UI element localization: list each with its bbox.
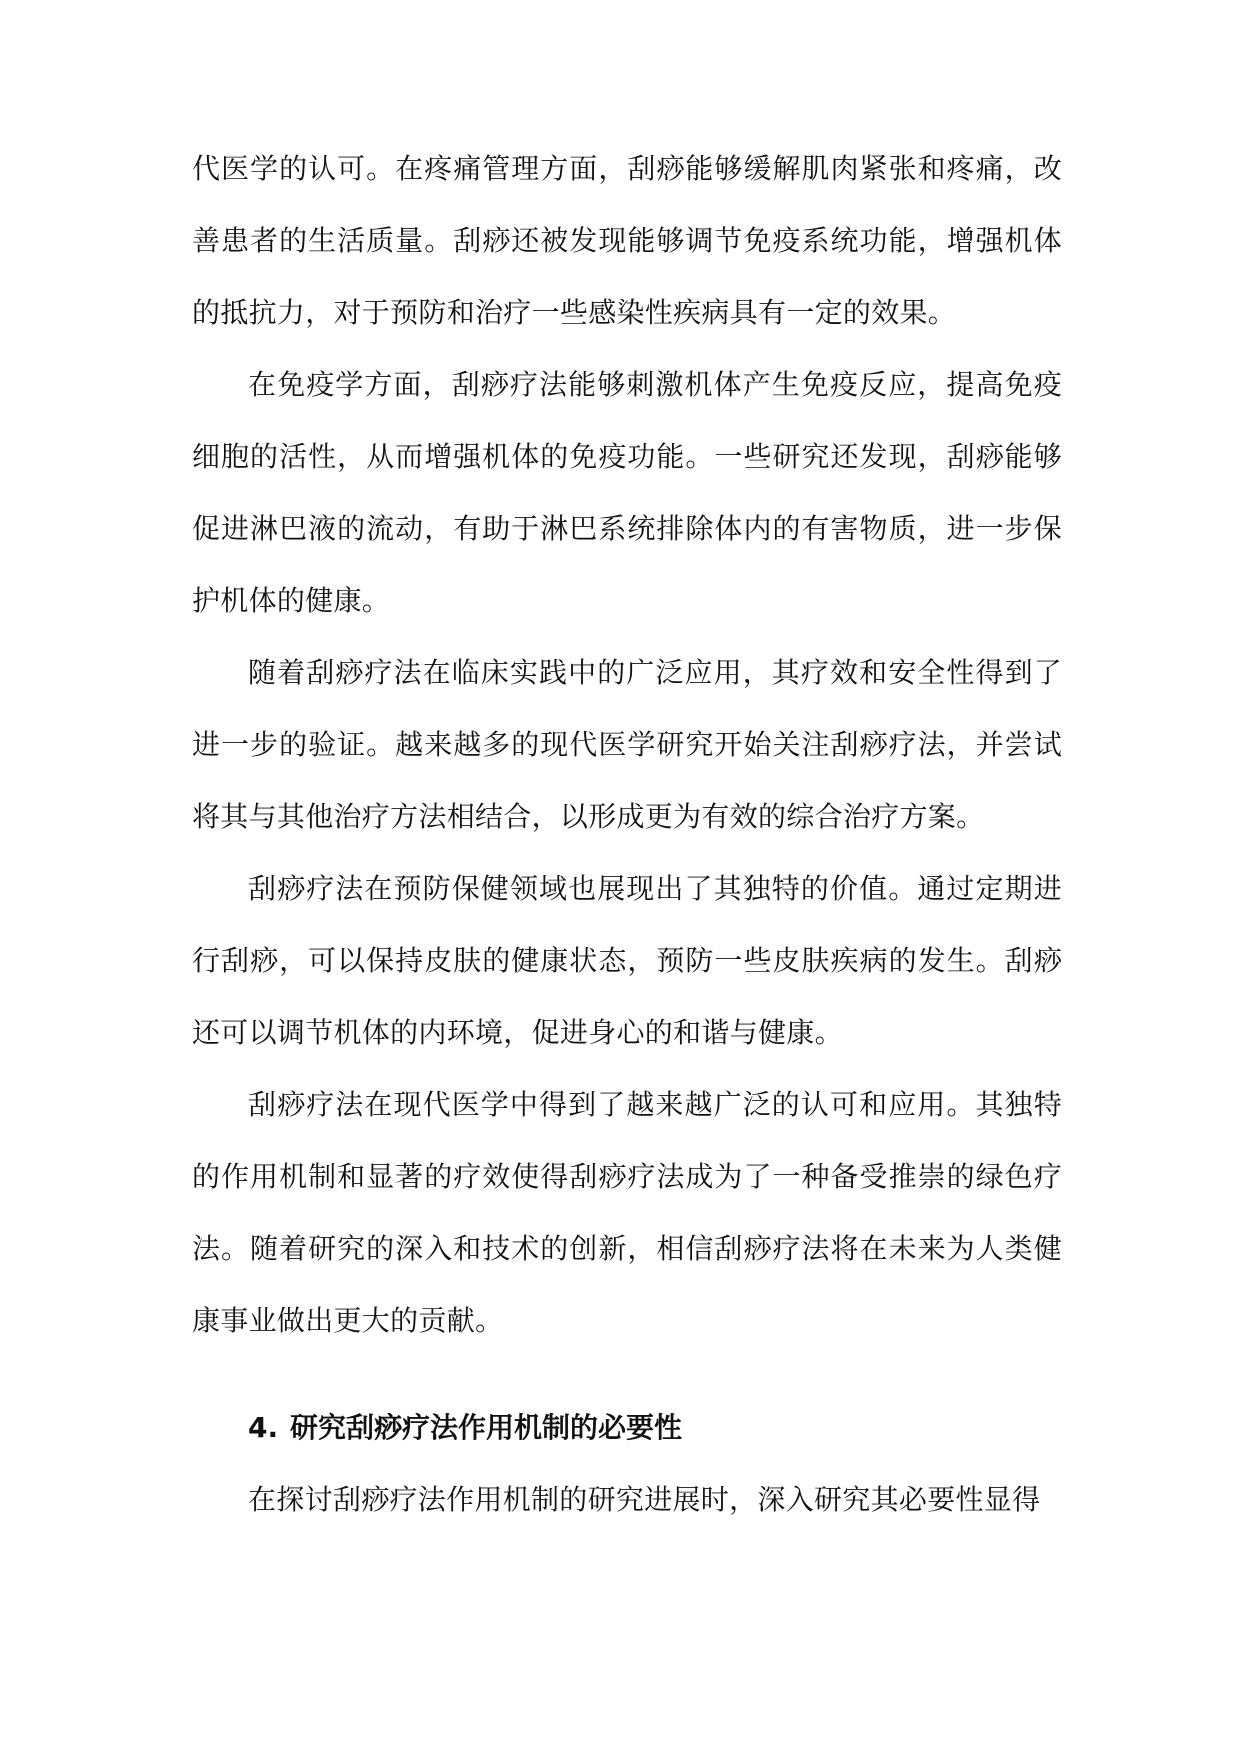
paragraph-continued: 代医学的认可。在疼痛管理方面，刮痧能够缓解肌肉紧张和疼痛，改善患者的生活质量。刮痧还被发现能够调节免疫系统功能，增强机体的抵抗力，对于预防和治疗一些感染性疾病具有一定的效果。 bbox=[192, 152, 1062, 329]
paragraph-section-intro: 在探讨刮痧疗法作用机制的研究进展时，深入研究其必要性显得 bbox=[248, 1483, 1041, 1516]
section-title: 研究刮痧疗法作用机制的必要性 bbox=[290, 1411, 683, 1444]
paragraph-clinical-practice: 随着刮痧疗法在临床实践中的广泛应用，其疗效和安全性得到了进一步的验证。越来越多的现代医学研究开始关注刮痧疗法，并尝试将其与其他治疗方法相结合，以形成更为有效的综合治疗方案。 bbox=[192, 656, 1062, 833]
document-body bbox=[192, 133, 1062, 1536]
section-number: 4. bbox=[248, 1411, 279, 1444]
paragraph-modern-medicine: 刮痧疗法在现代医学中得到了越来越广泛的认可和应用。其独特的作用机制和显著的疗效使得刮痧疗法成为了一种备受推崇的绿色疗法。随着研究的深入和技术的创新，相信刮痧疗法将在未来为人类健康事业做出更大的贡献。 bbox=[192, 1088, 1062, 1337]
paragraph-prevention: 刮痧疗法在预防保健领域也展现出了其独特的价值。通过定期进行刮痧，可以保持皮肤的健康状态，预防一些皮肤疾病的发生。刮痧还可以调节机体的内环境，促进身心的和谐与健康。 bbox=[192, 872, 1062, 1049]
section-heading bbox=[192, 1392, 1062, 1464]
paragraph-immunology: 在免疫学方面，刮痧疗法能够刺激机体产生免疫反应，提高免疫细胞的活性，从而增强机体的免疫功能。一些研究还发现，刮痧能够促进淋巴液的流动，有助于淋巴系统排除体内的有害物质，进一步保护机体的健康。 bbox=[192, 368, 1062, 617]
